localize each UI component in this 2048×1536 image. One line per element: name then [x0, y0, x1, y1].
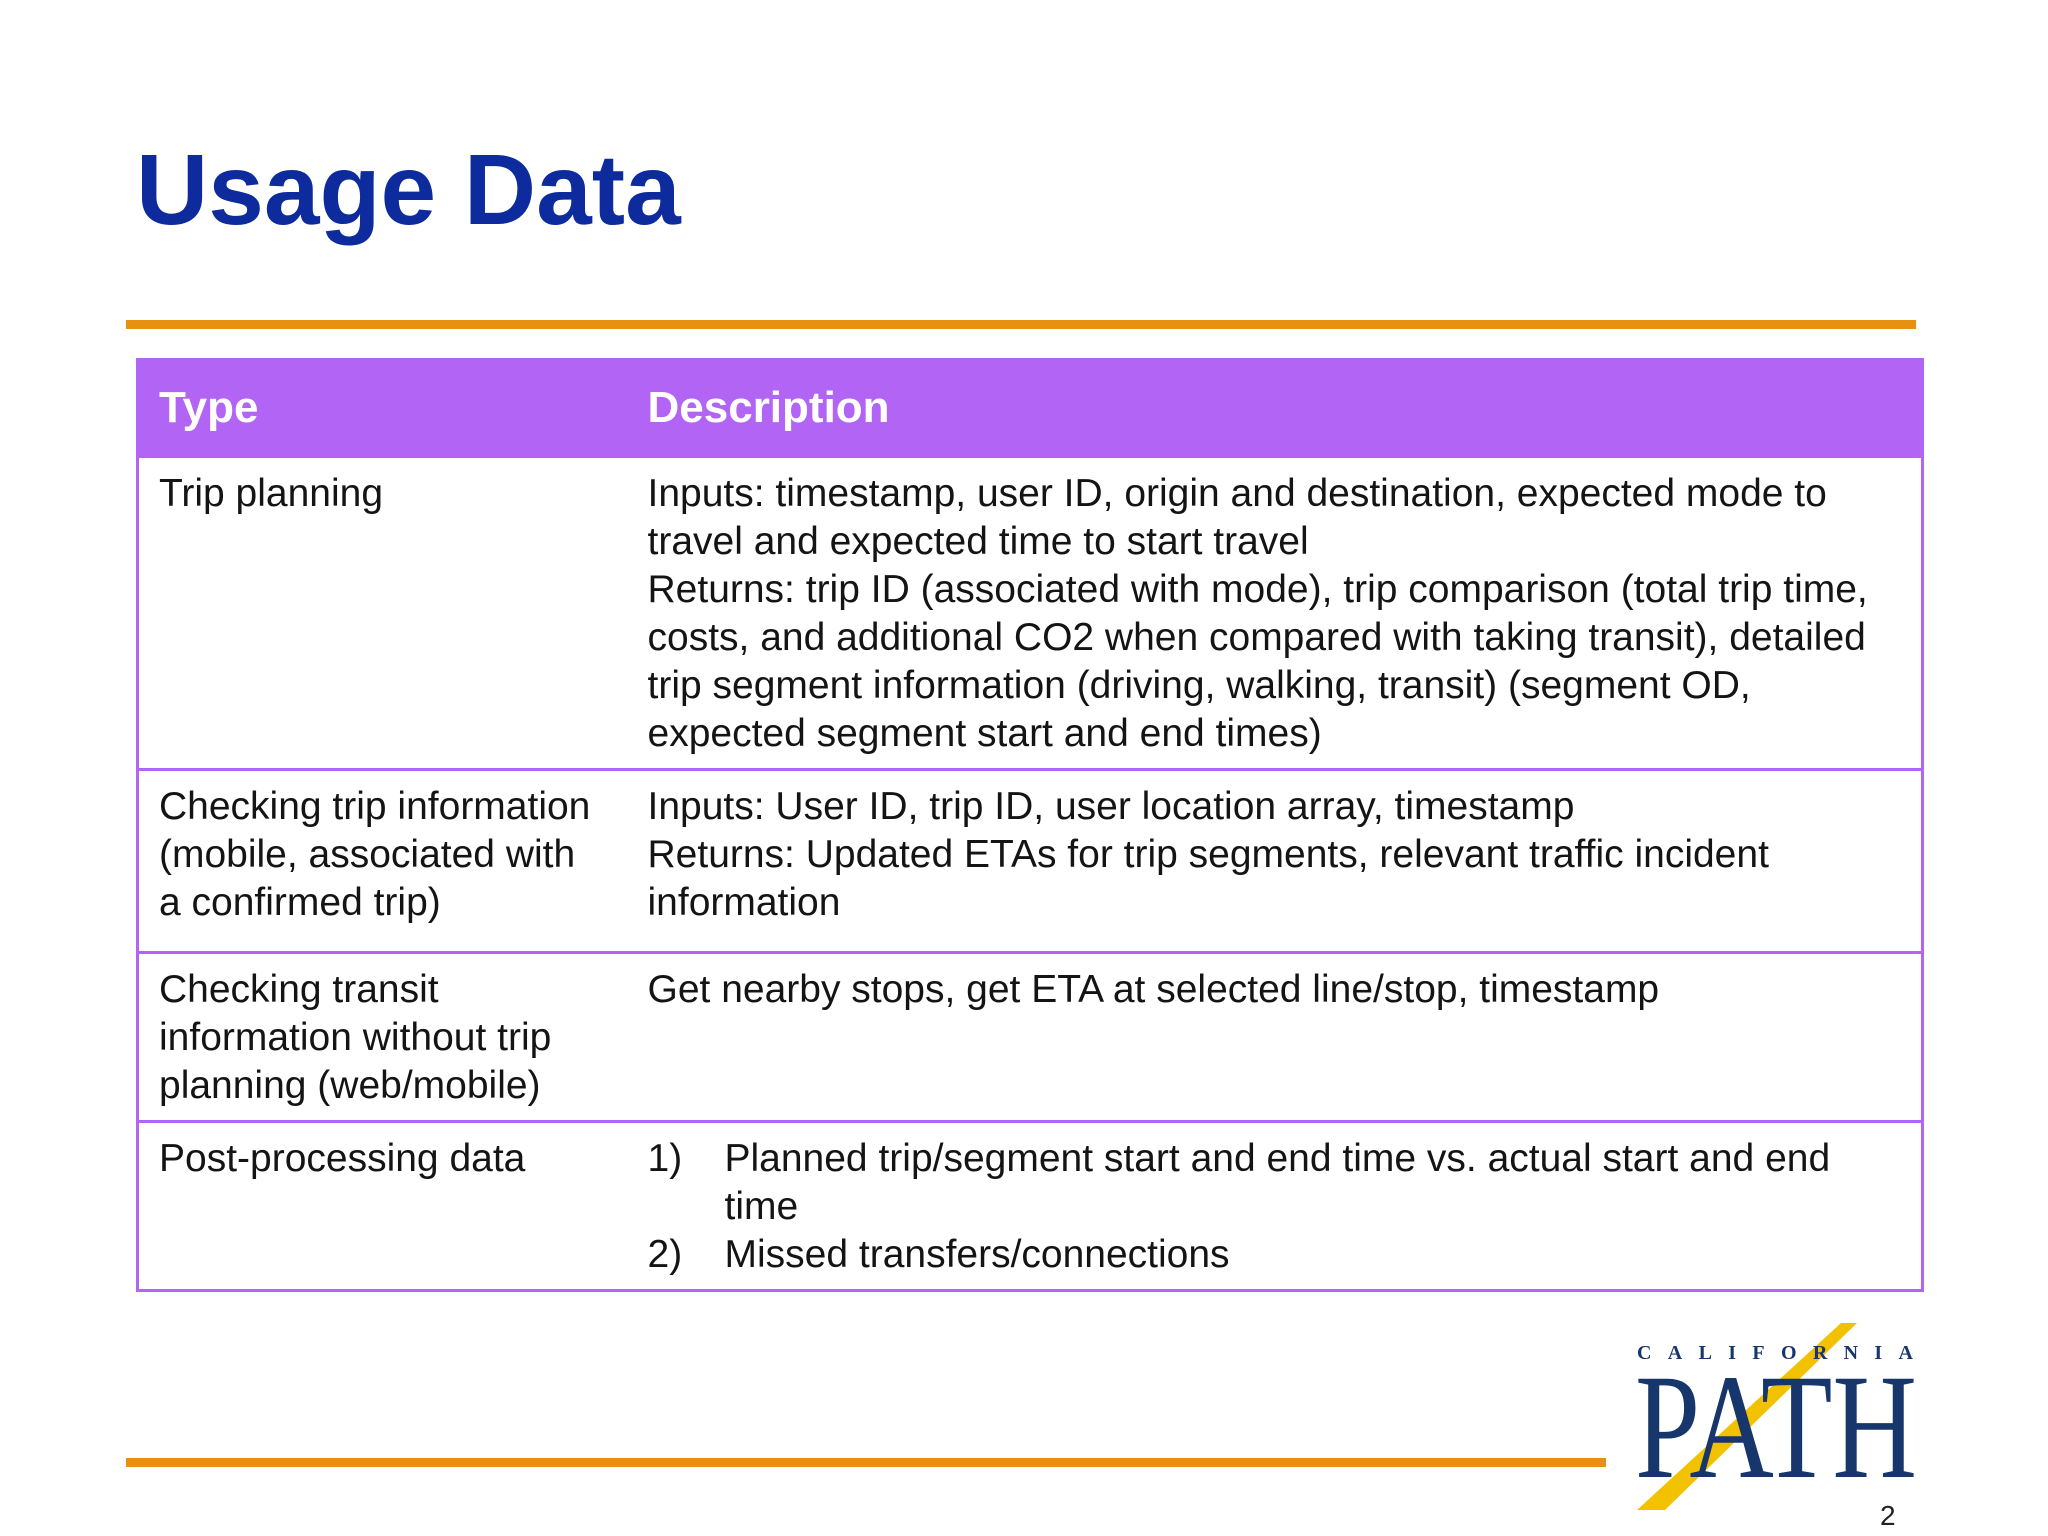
bottom-divider: [126, 1458, 1606, 1467]
type-cell: Trip planning: [138, 457, 628, 770]
type-cell: Post-processing data: [138, 1122, 628, 1291]
slide-title: Usage Data: [136, 134, 681, 246]
numbered-marker: 2): [647, 1233, 683, 1276]
description-cell: [628, 1122, 1923, 1291]
table-row: [138, 1122, 1923, 1291]
table-row: [138, 953, 1923, 1122]
description-inputs: Inputs: timestamp, user ID, origin and destination, expected mode to travel and expected time to start travel: [647, 472, 1827, 563]
numbered-item: [648, 1135, 1902, 1231]
california-path-logo: [1625, 1315, 1925, 1515]
table-row: [138, 770, 1923, 953]
header-description: Description: [628, 360, 1923, 457]
usage-data-table: [136, 358, 1924, 1292]
usage-table-container: [136, 358, 1921, 1292]
description-cell: [628, 770, 1923, 953]
numbered-item: [648, 1231, 1902, 1279]
description-text: Get nearby stops, get ETA at selected line/stop, timestamp: [647, 968, 1660, 1011]
description-cell: [628, 457, 1923, 770]
description-cell: [628, 953, 1923, 1122]
header-type: Type: [138, 360, 628, 457]
description-returns: Returns: Updated ETAs for trip segments, relevant traffic incident information: [647, 833, 1769, 924]
table-header-row: [138, 360, 1923, 457]
top-divider: [126, 320, 1916, 329]
numbered-marker: 1): [647, 1137, 683, 1180]
type-cell: Checking transit information without trip planning (web/mobile): [138, 953, 628, 1122]
type-cell: Checking trip information (mobile, associated with a confirmed trip): [138, 770, 628, 953]
numbered-text: Planned trip/segment start and end time vs. actual start and end time: [724, 1137, 1831, 1228]
numbered-text: Missed transfers/connections: [724, 1233, 1230, 1276]
logo-path-text: PATH: [1635, 1344, 1917, 1510]
logo-california-text: CALIFORNIA: [1637, 1342, 1913, 1364]
description-returns: Returns: trip ID (associated with mode), trip comparison (total trip time, costs, and additional CO2 when compared with taking transit), detailed trip segment information (driving, walking, transit) (segment OD, expected segment start and end times): [647, 568, 1868, 755]
page-number: 2: [1880, 1500, 1896, 1531]
table-row: [138, 457, 1923, 770]
description-inputs: Inputs: User ID, trip ID, user location array, timestamp: [647, 785, 1575, 828]
